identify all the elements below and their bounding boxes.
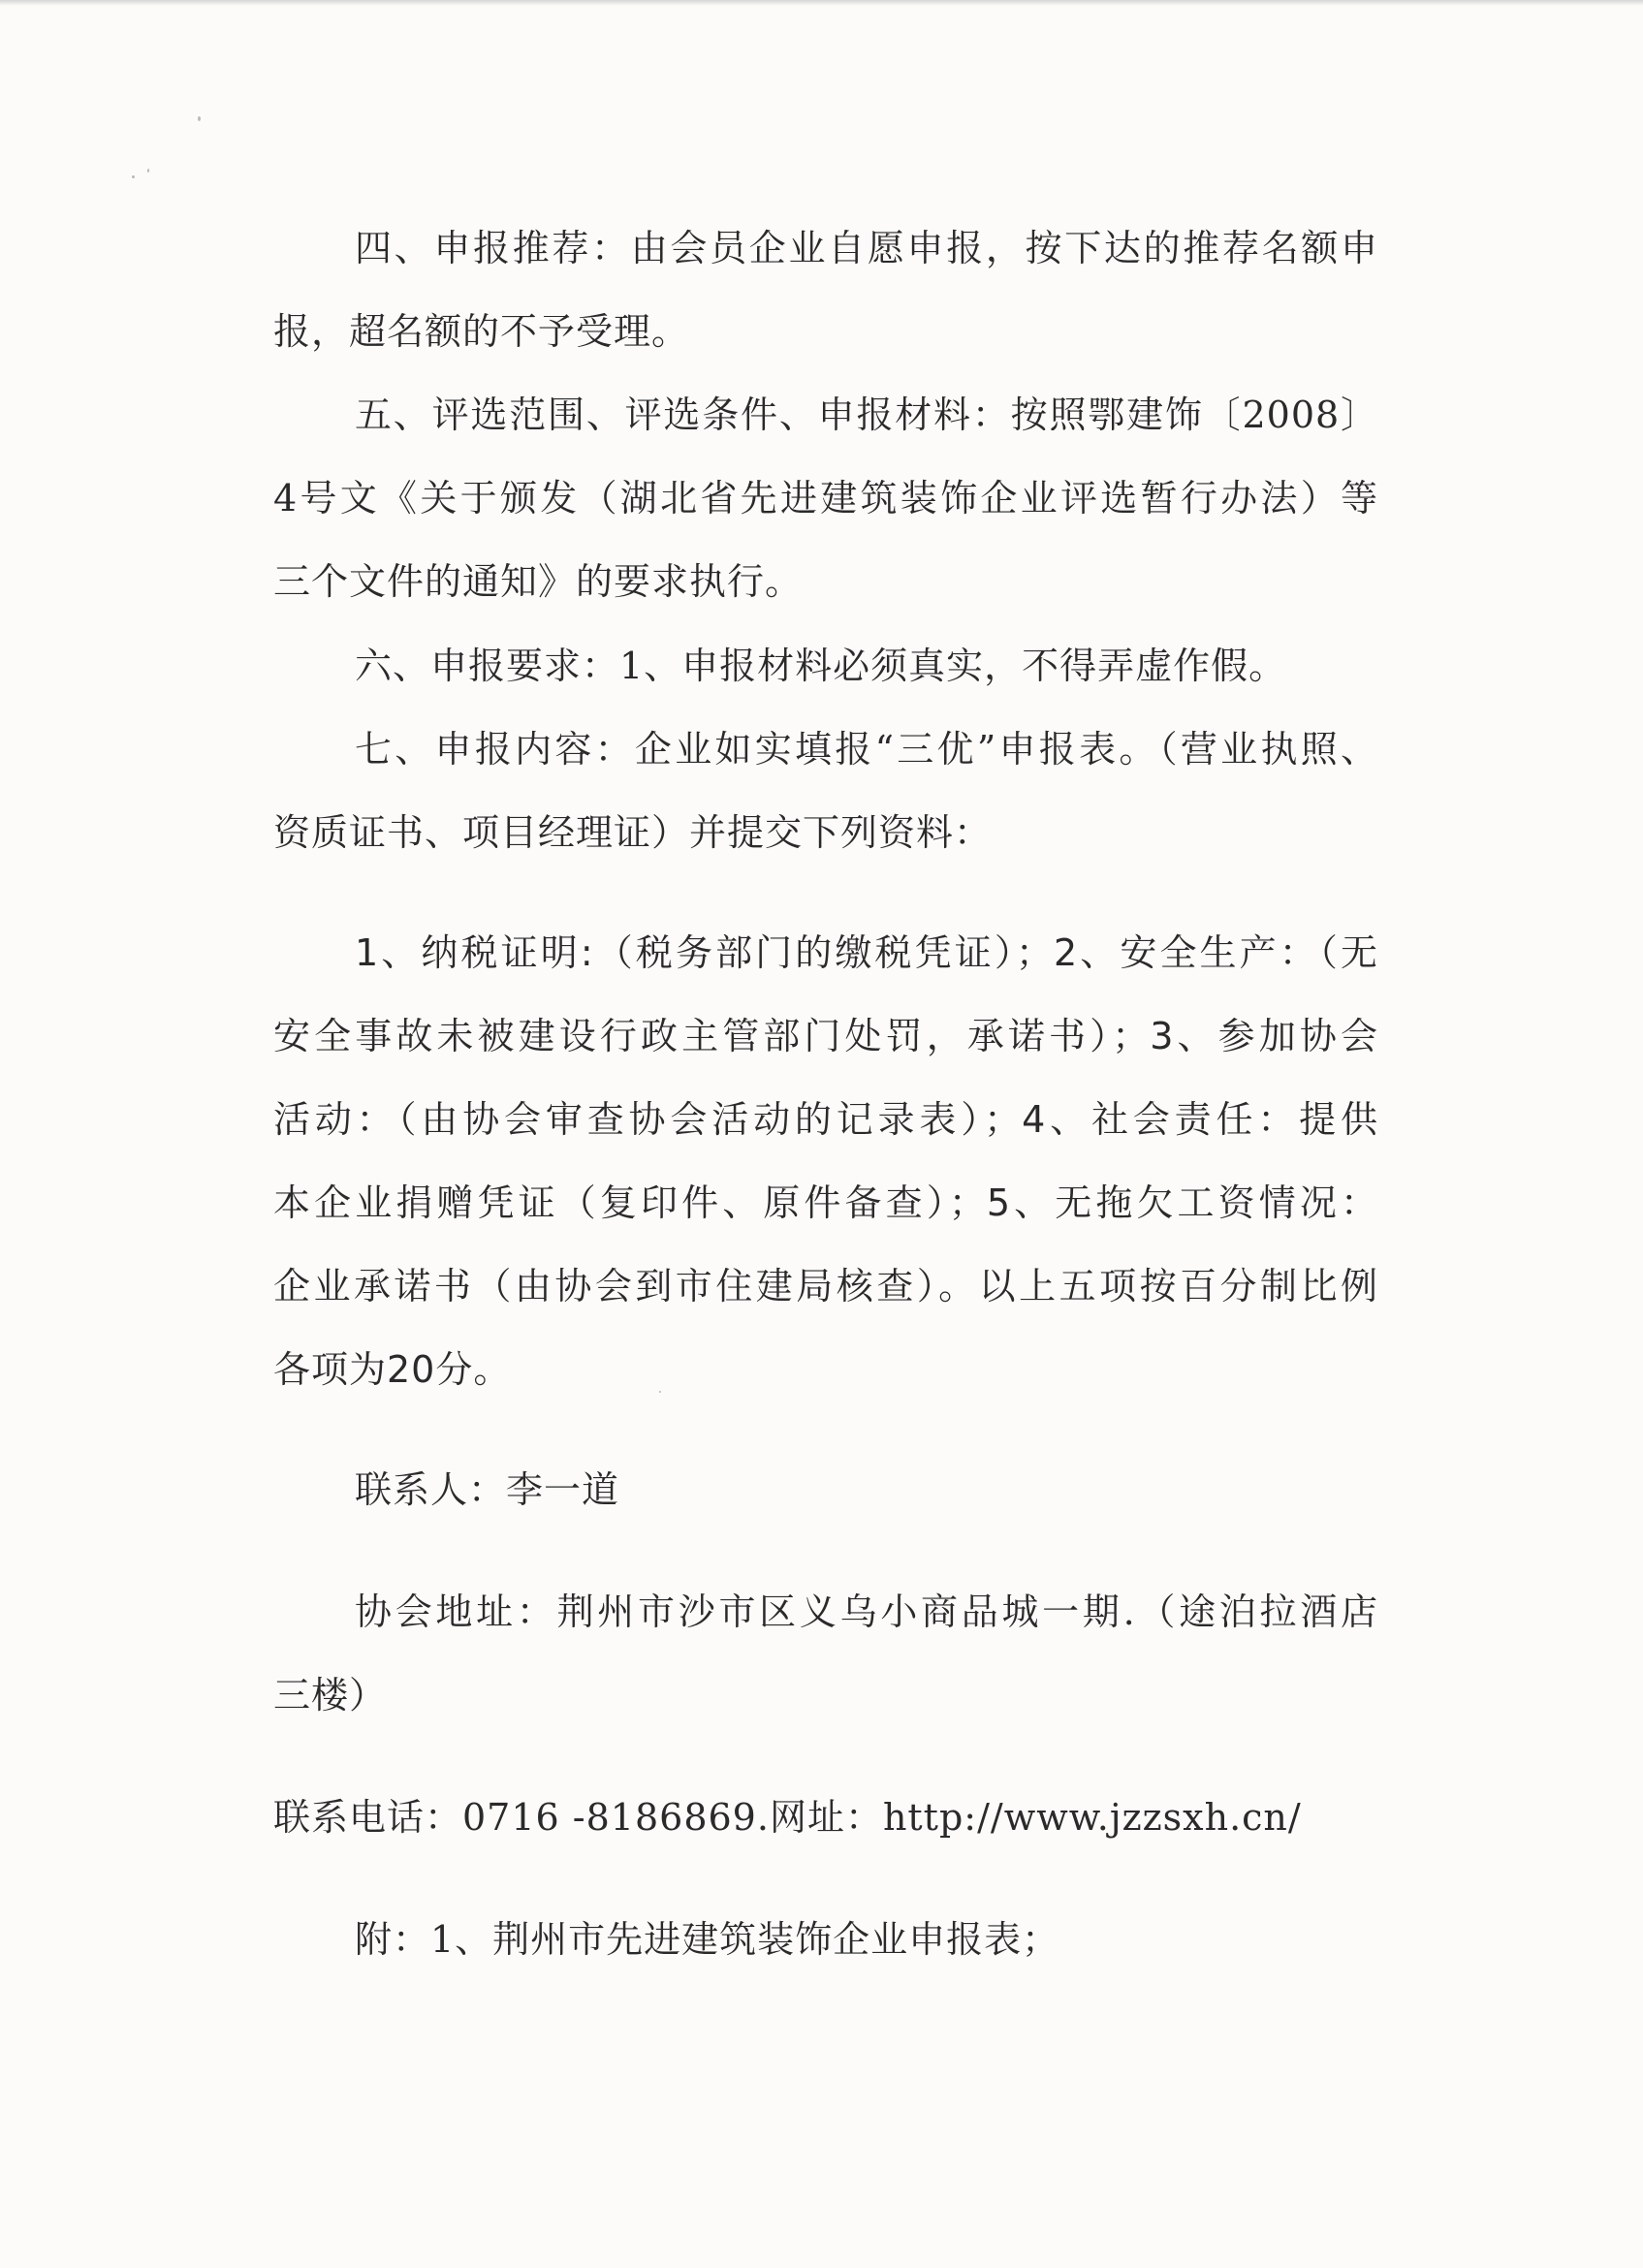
paragraph-line: 报，超名额的不予受理。 xyxy=(273,310,690,353)
paragraph-line: 安全事故未被建设行政主管部门处罚，承诺书）；3、参加协会 xyxy=(273,1015,1378,1057)
paragraph-line: 4号文《关于颁发（湖北省先进建筑装饰企业评选暂行办法）等 xyxy=(273,477,1378,520)
paragraph-line: 三个文件的通知》的要求执行。 xyxy=(273,560,804,603)
scan-speck xyxy=(147,169,149,173)
association-address: 协会地址：荆州市沙市区义乌小商品城一期.（途泊拉酒店 xyxy=(355,1591,1378,1633)
paragraph-line: 七、申报内容：企业如实填报“三优”申报表。（营业执照、 xyxy=(355,728,1378,771)
contact-person: 联系人：李一道 xyxy=(355,1468,620,1511)
scan-edge-shadow xyxy=(0,0,1643,6)
scan-speck xyxy=(132,175,135,178)
paragraph-line: 活动：（由协会审查协会活动的记录表）；4、社会责任：提供 xyxy=(273,1098,1378,1141)
paragraph-line: 六、申报要求：1、申报材料必须真实，不得弄虚作假。 xyxy=(355,645,1287,687)
paragraph-line: 各项为20分。 xyxy=(273,1348,512,1391)
scan-speck xyxy=(198,116,201,121)
paragraph-line: 四、申报推荐：由会员企业自愿申报，按下达的推荐名额申 xyxy=(355,227,1378,269)
paragraph-line: 五、评选范围、评选条件、申报材料：按照鄂建饰〔2008〕 xyxy=(355,394,1378,436)
paragraph-line: 企业承诺书（由协会到市住建局核查）。以上五项按百分制比例 xyxy=(273,1265,1378,1307)
attachment-line: 附：1、荆州市先进建筑装饰企业申报表； xyxy=(355,1918,1060,1961)
contact-phone-website: 联系电话：0716 -8186869.网址：http://www.jzzsxh.cn/ xyxy=(273,1796,1302,1839)
association-address-continued: 三楼） xyxy=(273,1674,388,1717)
paragraph-line: 资质证书、项目经理证）并提交下列资料： xyxy=(273,811,993,854)
paragraph-line: 本企业捐赠凭证（复印件、原件备查）；5、无拖欠工资情况： xyxy=(273,1181,1378,1224)
paragraph-line: 1、纳税证明:（税务部门的缴税凭证）；2、安全生产：（无 xyxy=(355,931,1378,974)
